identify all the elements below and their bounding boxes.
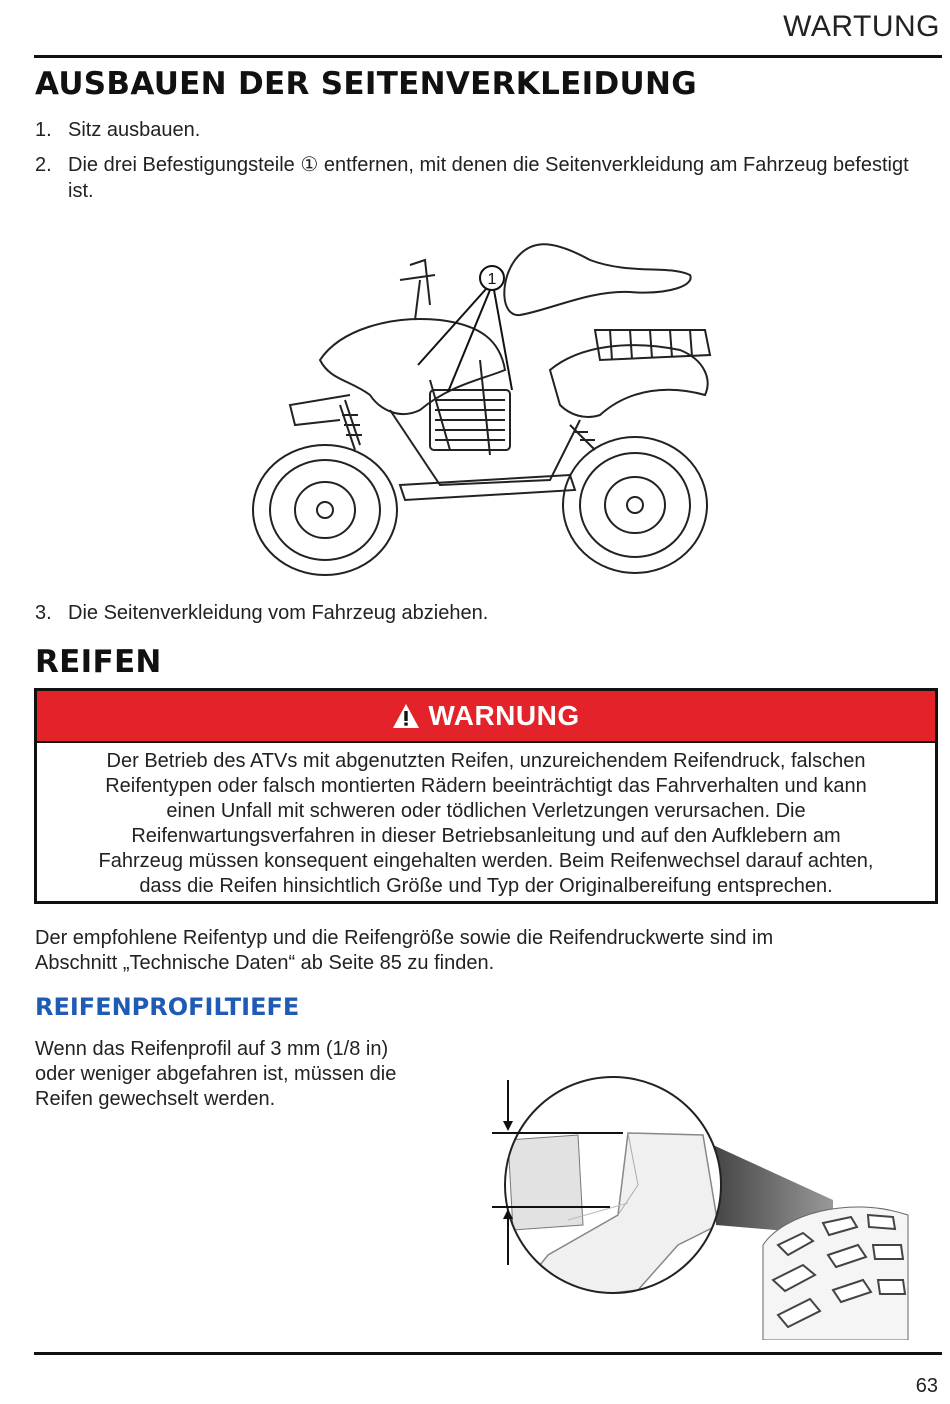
atv-front-shock — [340, 400, 362, 450]
subsection-title-tread-depth: REIFENPROFILTIEFE — [35, 993, 300, 1021]
paragraph-line: Der empfohlene Reifentyp und die Reifengröße sowie die Reifendruckwerte sind im — [35, 927, 774, 949]
atv-rear-wheel — [563, 437, 707, 573]
warning-line: dass die Reifen hinsichtlich Größe und Typ der Originalbereifung entsprechen. — [139, 875, 833, 897]
tread-depth-paragraph — [35, 1037, 396, 1112]
running-header: WARTUNG — [783, 10, 940, 43]
step-2 — [35, 152, 935, 204]
tread-depth-illustration — [488, 1075, 928, 1340]
warning-header — [37, 691, 935, 743]
warning-box — [34, 688, 938, 904]
tread-block — [508, 1135, 583, 1230]
atv-seat — [504, 244, 690, 315]
warning-line: Der Betrieb des ATVs mit abgenutzten Reifen, unzureichendem Reifendruck, falschen — [106, 750, 866, 772]
paragraph-line: Reifen gewechselt werden. — [35, 1088, 276, 1110]
step-number: 1. — [35, 119, 52, 141]
tire-tread-pattern — [763, 1207, 908, 1340]
step-3 — [35, 600, 935, 626]
step-number: 2. — [35, 154, 52, 176]
header-divider — [34, 55, 942, 58]
step-number: 3. — [35, 602, 52, 624]
step-text: Sitz ausbauen. — [68, 119, 201, 141]
callout-number: 1 — [487, 271, 497, 288]
atv-frame — [290, 360, 580, 485]
section-title-side-panel: AUSBAUEN DER SEITENVERKLEIDUNG — [35, 66, 697, 102]
paragraph-line: oder weniger abgefahren ist, müssen die — [35, 1063, 397, 1085]
footer-divider — [34, 1352, 942, 1355]
atv-illustration — [250, 220, 722, 578]
warning-line: einen Unfall mit schweren oder tödlichen Verletzungen verursachen. Die — [166, 800, 806, 822]
warning-heading: WARNUNG — [428, 700, 580, 731]
callout-leader-line — [494, 290, 512, 390]
step-text: Die Seitenverkleidung vom Fahrzeug abziehen. — [68, 602, 489, 624]
warning-triangle-icon — [392, 703, 420, 729]
atv-handlebar — [400, 260, 435, 320]
tire-info-paragraph — [35, 926, 773, 976]
paragraph-line: Wenn das Reifenprofil auf 3 mm (1/8 in) — [35, 1038, 389, 1060]
section-title-tires: REIFEN — [35, 644, 162, 680]
warning-line: Reifenwartungsverfahren in dieser Betriebsanleitung und auf den Aufklebern am — [131, 825, 841, 847]
atv-front-wheel — [253, 445, 397, 575]
warning-line: Reifentypen oder falsch montierten Rädern beeinträchtigt das Fahrverhalten und kann — [105, 775, 867, 797]
warning-line: Fahrzeug müssen konsequent eingehalten werden. Beim Reifenwechsel darauf achten, — [98, 850, 874, 872]
step-text: Die drei Befestigungsteile ① entfernen, mit denen die Seitenverkleidung am Fahrzeug befestigt ist. — [68, 154, 909, 202]
paragraph-line: Abschnitt „Technische Daten“ ab Seite 85 zu finden. — [35, 952, 495, 974]
warning-text — [37, 743, 935, 899]
atv-rear-shock — [570, 425, 595, 450]
step-1 — [35, 117, 935, 143]
page-number: 63 — [915, 1375, 938, 1397]
